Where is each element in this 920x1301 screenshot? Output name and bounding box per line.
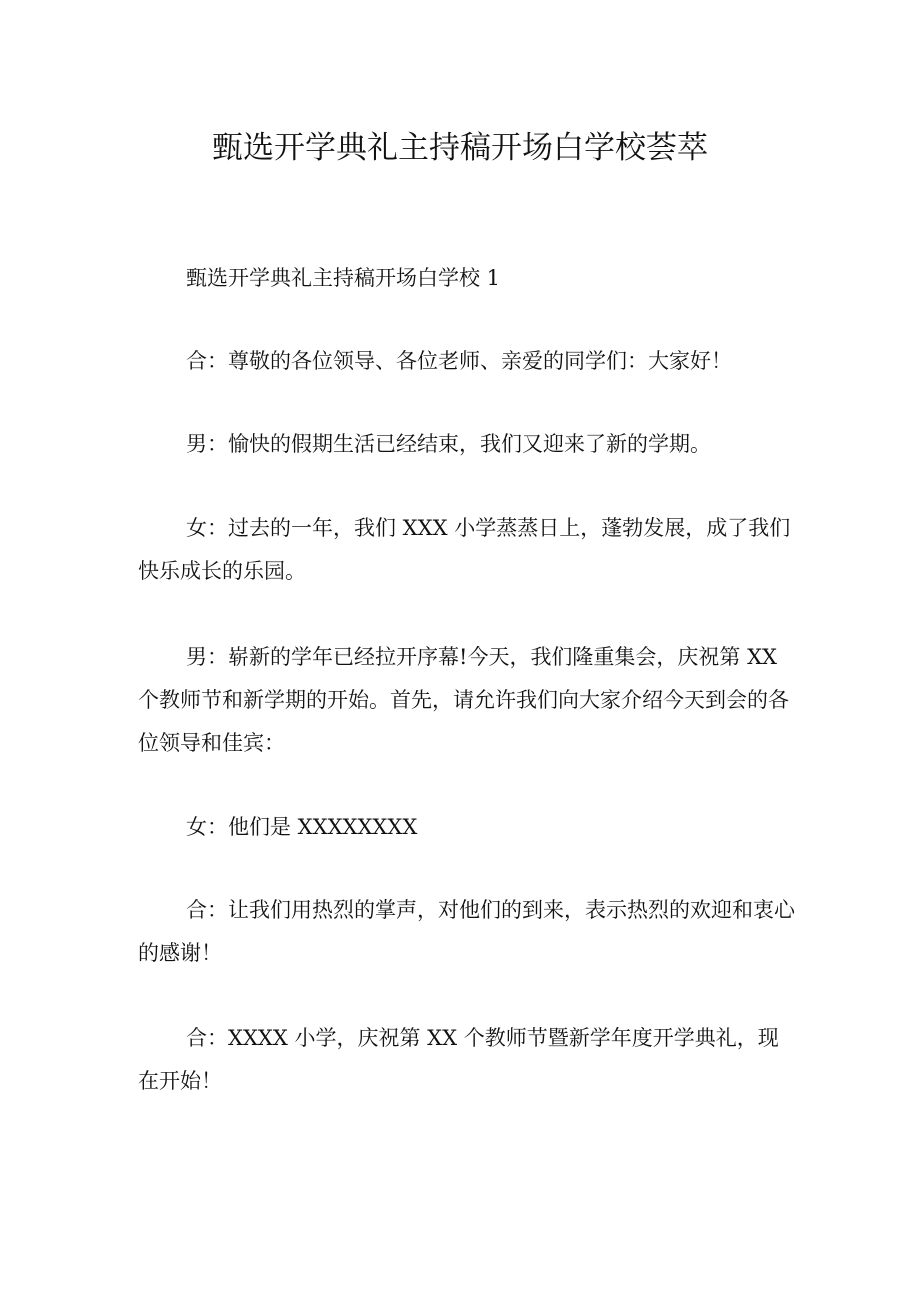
paragraph-female-2: 女：他们是 XXXXXXXX — [186, 815, 418, 839]
paragraph-male-2: 男：崭新的学年已经拉开序幕!今天，我们隆重集会，庆祝第 XX 个教师节和新学期的开始。首先，请允许我们向大家介绍今天到会的各位领导和佳宾： — [138, 645, 789, 755]
paragraph-together-2: 合：XXXX 小学，庆祝第 XX 个教师节暨新学年度开学典礼，现在开始！ — [138, 1026, 779, 1093]
paragraph-female-1: 女：过去的一年，我们 XXX 小学蒸蒸日上，蓬勃发展，成了我们快乐成长的乐园。 — [138, 516, 791, 583]
paragraph-together-1: 合：让我们用热烈的掌声，对他们的到来，表示热烈的欢迎和衷心的感谢！ — [138, 898, 795, 965]
paragraph-male-1: 男：愉快的假期生活已经结束，我们又迎来了新的学期。 — [186, 432, 711, 456]
document-title: 甄选开学典礼主持稿开场白学校荟萃 — [212, 130, 708, 166]
section-heading: 甄选开学典礼主持稿开场白学校 1 — [186, 266, 501, 290]
paragraph-greeting: 合：尊敬的各位领导、各位老师、亲爱的同学们：大家好！ — [186, 349, 732, 373]
